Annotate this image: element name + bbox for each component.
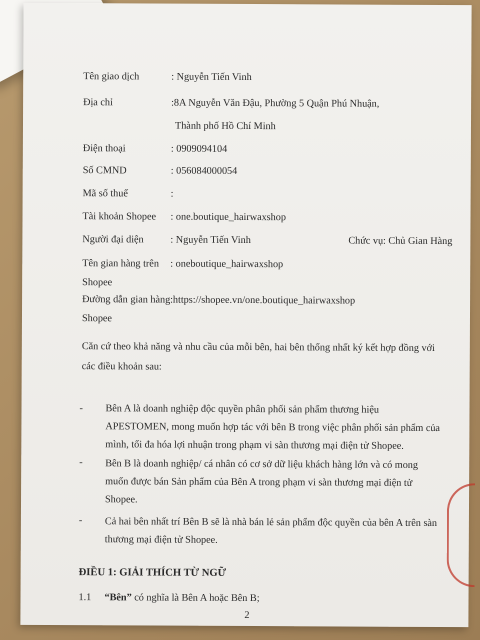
- bullet-marker: -: [78, 515, 83, 527]
- bullet-2-line-1: Bên B là doanh nghiệp/ cá nhân có cơ sở dữ liệu khách hàng lớn và có mong: [105, 458, 419, 471]
- field-value-shop-link: :https://shopee.vn/one.boutique_hairwaxshop: [170, 294, 356, 307]
- field-label-address: Địa chỉ: [83, 97, 113, 109]
- bullet-marker: -: [79, 403, 83, 415]
- field-value-address: :8A Nguyễn Văn Đậu, Phường 5 Quận Phú Nhuận,: [171, 97, 380, 110]
- field-label-shopee-account: Tài khoản Shopee: [82, 211, 157, 223]
- field-label-shop-name: Tên gian hàng trên: [82, 258, 159, 270]
- field-label-trade-name: Tên giao dịch: [83, 71, 140, 83]
- clause-text: [104, 592, 259, 604]
- page-number: 2: [244, 609, 250, 622]
- bullet-3-line-2: thương mại điện tử Shopee.: [104, 534, 218, 546]
- field-label-id-number: Số CMND: [82, 165, 127, 177]
- bullet-1-line-3: mình, tối đa hóa lợi nhuận trong phạm vi sàn thương mại điện tử Shopee.: [105, 439, 404, 452]
- clause-definition: có nghĩa là Bên A hoặc Bên B;: [131, 592, 260, 605]
- bullet-3-line-1: Cả hai bên nhất trí Bên B sẽ là nhà bán lẻ sản phẩm độc quyền của bên A trên sàn: [104, 516, 438, 530]
- section-heading: ĐIỀU 1: GIẢI THÍCH TỪ NGỮ: [78, 567, 227, 579]
- field-value-trade-name: : Nguyễn Tiến Vinh: [171, 71, 252, 84]
- intro-line-1: Căn cứ theo khả năng và nhu cầu của mỗi bên, hai bên thống nhất ký kết hợp đồng với: [81, 341, 435, 354]
- clause-number: 1.1: [78, 592, 92, 604]
- field-position: Chức vụ: Chủ Gian Hàng: [348, 235, 453, 248]
- field-label-shop-name-line2: Shopee: [82, 277, 113, 289]
- bullet-2-line-2: muốn được bán Sản phẩm của Bên A trong phạm vi sàn thương mại điện tử: [105, 476, 413, 489]
- field-value-representative: : Nguyễn Tiến Vinh: [170, 234, 251, 247]
- clause-term: “Bên”: [104, 592, 132, 604]
- field-value-tax-code: :: [170, 188, 174, 200]
- document-page: [20, 3, 471, 627]
- field-label-tax-code: Mã số thuế: [82, 188, 128, 200]
- bullet-1-line-2: APESTOMEN, mong muốn hợp tác với bên B trong việc phân phối sản phẩm của: [105, 421, 440, 435]
- bullet-marker: -: [79, 457, 83, 469]
- field-value-id-number: : 056084000054: [170, 165, 238, 177]
- field-label-phone: Điện thoại: [82, 143, 126, 155]
- field-value-shopee-account: : one.boutique_hairwaxshop: [170, 211, 286, 224]
- red-stamp: [447, 483, 476, 587]
- field-value-phone: : 0909094104: [170, 143, 228, 155]
- field-label-shop-link-line2: Shopee: [81, 313, 113, 325]
- field-label-representative: Người đại diện: [82, 234, 144, 246]
- field-label-shop-link: Đường dẫn gian hàng: [82, 294, 171, 306]
- field-value-shop-name: : oneboutique_hairwaxshop: [170, 258, 284, 271]
- field-value-address-line2: Thành phố Hồ Chí Minh: [174, 120, 276, 133]
- bullet-2-line-3: Shopee.: [105, 494, 138, 506]
- bullet-1-line-1: Bên A là doanh nghiệp độc quyền phân phối sản phẩm thương hiệu: [105, 403, 380, 416]
- intro-line-2: các điều khoản sau:: [81, 361, 162, 373]
